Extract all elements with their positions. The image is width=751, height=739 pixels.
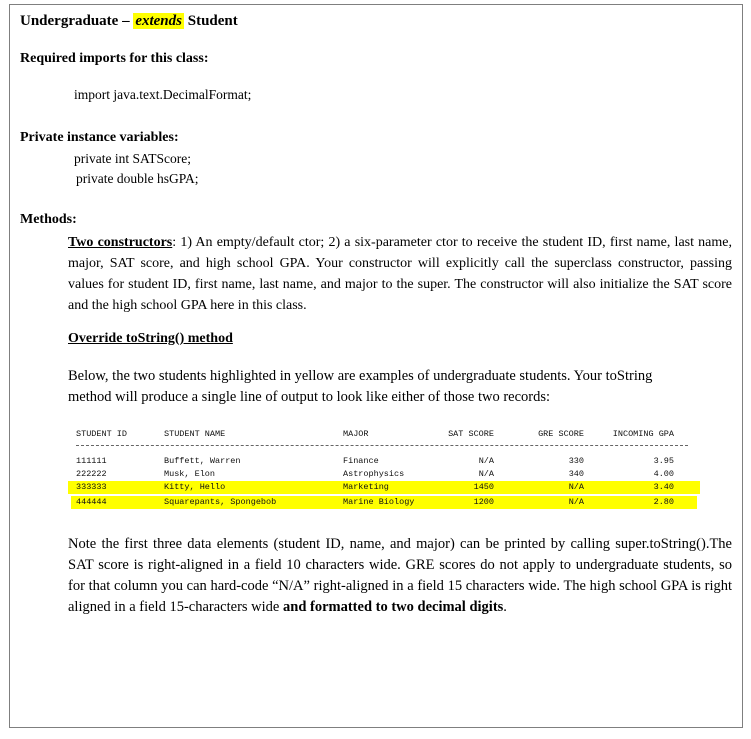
override-heading: Override toString() method bbox=[68, 331, 233, 346]
note-bold-text: and formatted to two decimal digits bbox=[283, 599, 504, 615]
table-row: 111111 Buffett, Warren Finance N/A 330 3.95 bbox=[76, 456, 674, 466]
page-title: Undergraduate – extends Student bbox=[20, 13, 238, 29]
constructors-paragraph: Two constructors: 1) An empty/default ctor; 2) a six-parameter ctor to receive the student ID, first name, last name, major, SAT score, and high school GPA. Your constructor will explicitly call the superclass constructor, passing values for student ID, first name, last name, and major to the super. The constructor will also initialize the SAT score and the high school GPA here in this class. bbox=[68, 235, 733, 313]
header-student-id: STUDENT ID bbox=[76, 429, 128, 439]
table-row: 222222 Musk, Elon Astrophysics N/A 340 4.00 bbox=[76, 469, 674, 479]
imports-heading: Required imports for this class: bbox=[20, 51, 209, 66]
table-divider bbox=[76, 445, 688, 446]
import-line: import java.text.DecimalFormat; bbox=[74, 87, 252, 102]
constructors-label: Two constructors bbox=[68, 235, 173, 250]
header-student-name: STUDENT NAME bbox=[164, 429, 226, 439]
variables-heading: Private instance variables: bbox=[20, 130, 179, 145]
header-gre: GRE SCORE bbox=[538, 429, 584, 439]
extends-keyword: extends bbox=[135, 13, 182, 29]
table-row-highlighted: 333333 Kitty, Hello Marketing 1450 N/A 3.40 bbox=[68, 481, 700, 494]
table-row-highlighted: 444444 Squarepants, Spongebob Marine Biology 1200 N/A 2.80 bbox=[71, 496, 697, 509]
header-gpa: INCOMING GPA bbox=[612, 429, 674, 439]
methods-heading: Methods: bbox=[20, 212, 77, 227]
note-paragraph: Note the first three data elements (student ID, name, and major) can be printed by calling super.toString().The SAT score is right-aligned in a field 10 characters wide. GRE scores do not apply to undergraduate students, so for that column you can hard-code “N/A” right-aligned in a field 15 characters wide. The high school GPA is right aligned in a field 15-characters wide and formatted to two decimal digits. bbox=[68, 536, 732, 615]
header-major: MAJOR bbox=[343, 429, 369, 439]
below-paragraph: Below, the two students highlighted in yellow are examples of undergraduate students. Your toString method will produce a single line of output to look like either of those two records: bbox=[68, 368, 653, 405]
variable-line: private int SATScore; bbox=[74, 151, 191, 166]
header-sat: SAT SCORE bbox=[448, 429, 494, 439]
table-header bbox=[68, 428, 700, 441]
variable-line: private double hsGPA; bbox=[76, 171, 199, 186]
